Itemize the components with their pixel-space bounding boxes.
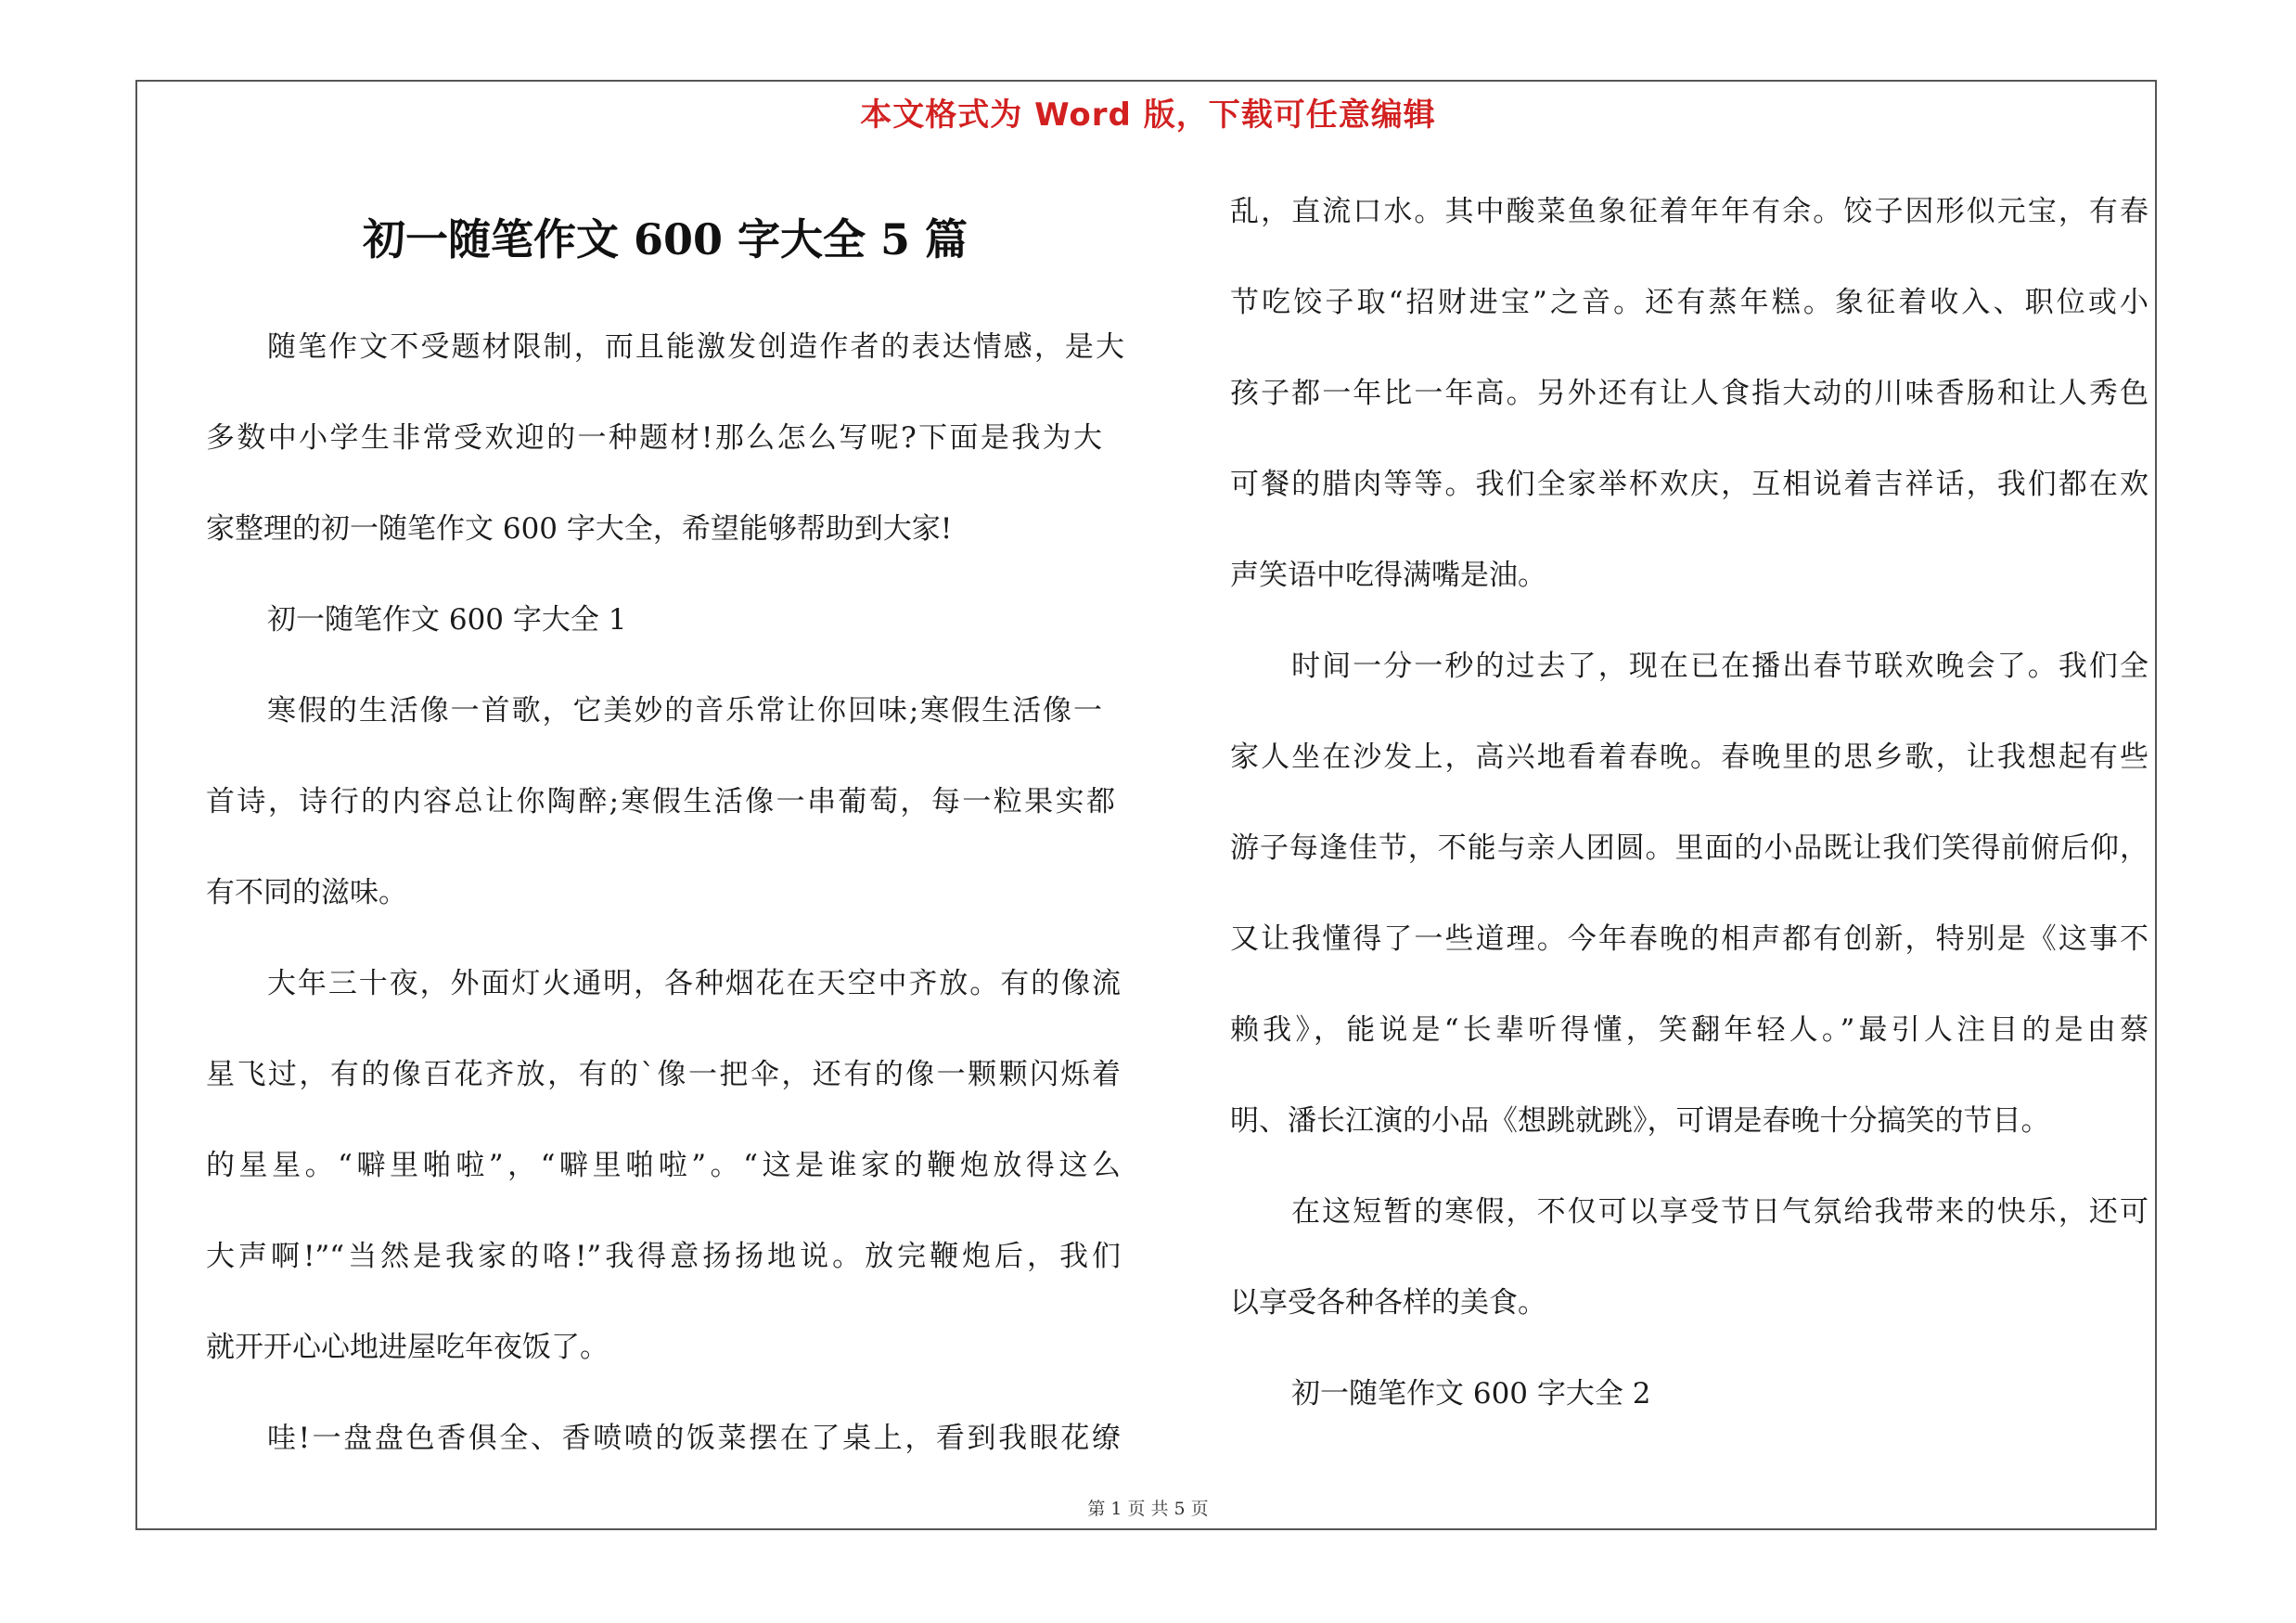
paragraph-line: 孩子都一年比一年高。另外还有让人食指大动的川味香肠和让人秀色 (1230, 377, 2148, 410)
paragraph-line: 以享受各种各样的美食。 (1230, 1286, 1546, 1320)
page-number: 第 1 页 共 5 页 (1087, 1499, 1209, 1519)
paragraph-line: 在这短暂的寒假，不仅可以享受节日气氛给我带来的快乐，还可 (1291, 1195, 2148, 1229)
section-heading: 初一随笔作文 600 字大全 2 (1291, 1377, 1651, 1410)
section-heading: 初一随笔作文 600 字大全 1 (267, 603, 627, 637)
paragraph-line: 首诗，诗行的内容总让你陶醉;寒假生活像一串葡萄，每一粒果实都 (206, 785, 1115, 818)
paragraph-line: 家人坐在沙发上，高兴地看着春晚。春晚里的思乡歌，让我想起有些 (1230, 741, 2148, 774)
format-banner: 本文格式为 Word 版，下载可任意编辑 (860, 97, 1436, 134)
paragraph-line: 又让我懂得了一些道理。今年春晚的相声都有创新，特别是《这事不 (1230, 922, 2148, 956)
paragraph-line: 大年三十夜，外面灯火通明，各种烟花在天空中齐放。有的像流 (267, 967, 1121, 1000)
paragraph-line: 游子每逢佳节，不能与亲人团圆。里面的小品既让我们笑得前俯后仰， (1230, 831, 2148, 865)
paragraph-line: 寒假的生活像一首歌，它美妙的音乐常让你回味;寒假生活像一 (267, 694, 1102, 728)
paragraph-line: 多数中小学生非常受欢迎的一种题材!那么怎么写呢?下面是我为大 (206, 421, 1102, 455)
paragraph-line: 时间一分一秒的过去了，现在已在播出春节联欢晚会了。我们全 (1291, 650, 2148, 683)
paragraph-line: 哇!一盘盘色香俱全、香喷喷的饭菜摆在了桌上，看到我眼花缭 (267, 1422, 1121, 1455)
paragraph-line: 大声啊!”“当然是我家的咯!”我得意扬扬地说。放完鞭炮后，我们 (206, 1240, 1121, 1273)
paragraph-line: 节吃饺子取“招财进宝”之音。还有蒸年糕。象征着收入、职位或小 (1230, 286, 2148, 319)
paragraph-line: 有不同的滋味。 (206, 876, 407, 909)
paragraph-line: 星飞过，有的像百花齐放，有的`像一把伞，还有的像一颗颗闪烁着 (206, 1058, 1121, 1091)
paragraph-line: 明、潘长江演的小品《想跳就跳》，可谓是春晚十分搞笑的节目。 (1230, 1104, 2050, 1138)
paragraph-line: 乱，直流口水。其中酸菜鱼象征着年年有余。饺子因形似元宝，有春 (1230, 195, 2148, 228)
paragraph-line: 随笔作文不受题材限制，而且能激发创造作者的表达情感，是大 (267, 330, 1124, 364)
paragraph-line: 声笑语中吃得满嘴是油。 (1230, 559, 1546, 592)
paragraph-line: 的星星。“噼里啪啦”，“噼里啪啦”。“这是谁家的鞭炮放得这么 (206, 1149, 1121, 1182)
document-title: 初一随笔作文 600 字大全 5 篇 (362, 214, 968, 264)
paragraph-line: 家整理的初一随笔作文 600 字大全，希望能够帮助到大家! (206, 512, 953, 546)
paragraph-line: 可餐的腊肉等等。我们全家举杯欢庆，互相说着吉祥话，我们都在欢 (1230, 468, 2148, 501)
paragraph-line: 就开开心心地进屋吃年夜饭了。 (206, 1331, 609, 1364)
paragraph-line: 赖我》，能说是“长辈听得懂，笑翻年轻人。”最引人注目的是由蔡 (1230, 1013, 2148, 1047)
